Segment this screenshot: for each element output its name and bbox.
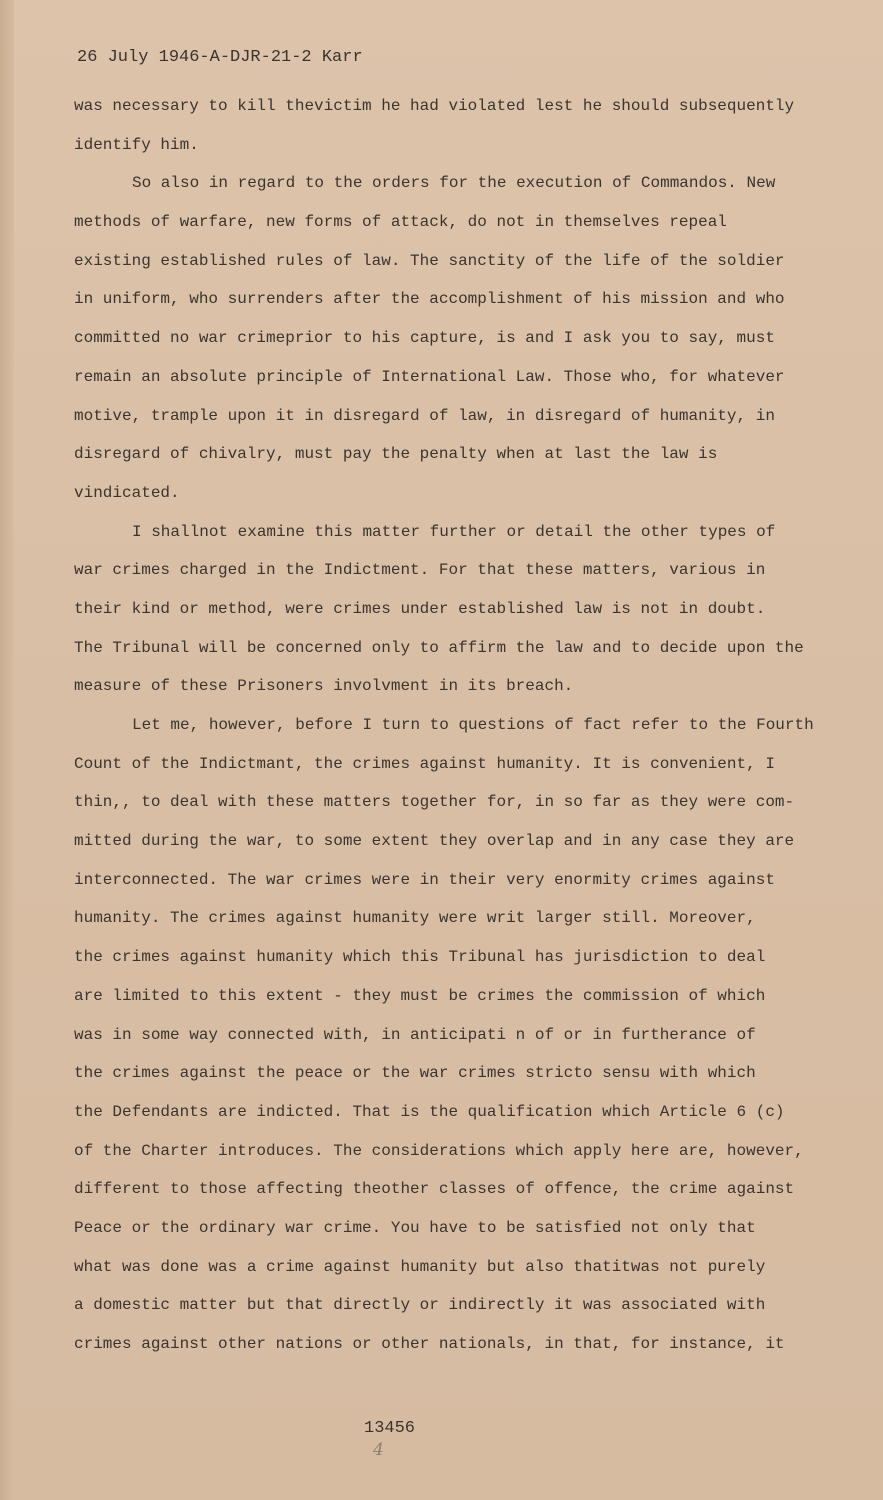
text-line: Count of the Indictmant, the crimes against humanity. It is convenient, I [74, 754, 775, 773]
text-line: was in some way connected with, in anticipati n of or in furtherance of [74, 1025, 756, 1044]
text-line: of the Charter introduces. The considerations which apply here are, however, [74, 1141, 804, 1160]
text-line: vindicated. [74, 483, 180, 502]
text-line: I shallnot examine this matter further or detail the other types of [132, 522, 776, 541]
text-line: identify him. [74, 135, 199, 154]
text-line: methods of warfare, new forms of attack, do not in themselves repeal [74, 213, 727, 232]
text-line: committed no war crimeprior to his capture, is and I ask you to say, must [74, 329, 775, 348]
text-line: are limited to this extent - they must be crimes the commission of which [74, 986, 766, 1005]
text-line: their kind or method, were crimes under established law is not in doubt. [74, 599, 766, 618]
text-line: war crimes charged in the Indictment. For that these matters, various in [74, 561, 766, 580]
text-line: humanity. The crimes against humanity were writ larger still. Moreover, [74, 909, 756, 928]
text-line: disregard of chivalry, must pay the penalty when at last the law is [74, 445, 718, 464]
text-line: existing established rules of law. The sanctity of the life of the soldier [74, 251, 785, 270]
text-line: measure of these Prisoners involvment in its breach. [74, 677, 574, 696]
page-header: 26 July 1946-A-DJR-21-2 Karr [77, 48, 363, 67]
text-line: remain an absolute principle of International Law. Those who, for whatever [74, 367, 785, 386]
text-line: was necessary to kill thevictim he had violated lest he should subsequently [74, 97, 795, 115]
page-number: 13456 [364, 1419, 416, 1438]
text-line: thin,, to deal with these matters together for, in so far as they were com- [74, 793, 795, 812]
text-line: the crimes against the peace or the war crimes stricto sensu with which [74, 1064, 756, 1083]
handwritten-note: 4 [373, 1440, 384, 1460]
text-line: The Tribunal will be concerned only to affirm the law and to decide upon the [74, 638, 804, 657]
text-line: motive, trample upon it in disregard of law, in disregard of humanity, in [74, 406, 775, 425]
text-line: what was done was a crime against humanity but also thatitwas not purely [74, 1257, 766, 1276]
text-line: a domestic matter but that directly or indirectly it was associated with [74, 1296, 766, 1315]
text-line: in uniform, who surrenders after the accomplishment of his mission and who [74, 290, 785, 309]
text-line: the crimes against humanity which this Tribunal has jurisdiction to deal [74, 948, 766, 967]
text-line: Let me, however, before I turn to questions of fact refer to the Fourth [132, 716, 814, 734]
paper-edge [0, 0, 14, 1500]
text-line: different to those affecting theother classes of offence, the crime against [74, 1180, 795, 1199]
text-line: mitted during the war, to some extent they overlap and in any case they are [74, 832, 795, 851]
text-line: the Defendants are indicted. That is the qualification which Article 6 (c) [74, 1102, 785, 1121]
text-line: interconnected. The war crimes were in their very enormity crimes against [74, 870, 775, 889]
text-line: Peace or the ordinary war crime. You have to be satisfied not only that [74, 1218, 756, 1237]
body-text [74, 87, 834, 1364]
text-line: crimes against other nations or other nationals, in that, for instance, it [74, 1335, 785, 1353]
text-line: So also in regard to the orders for the execution of Commandos. New [132, 174, 776, 193]
